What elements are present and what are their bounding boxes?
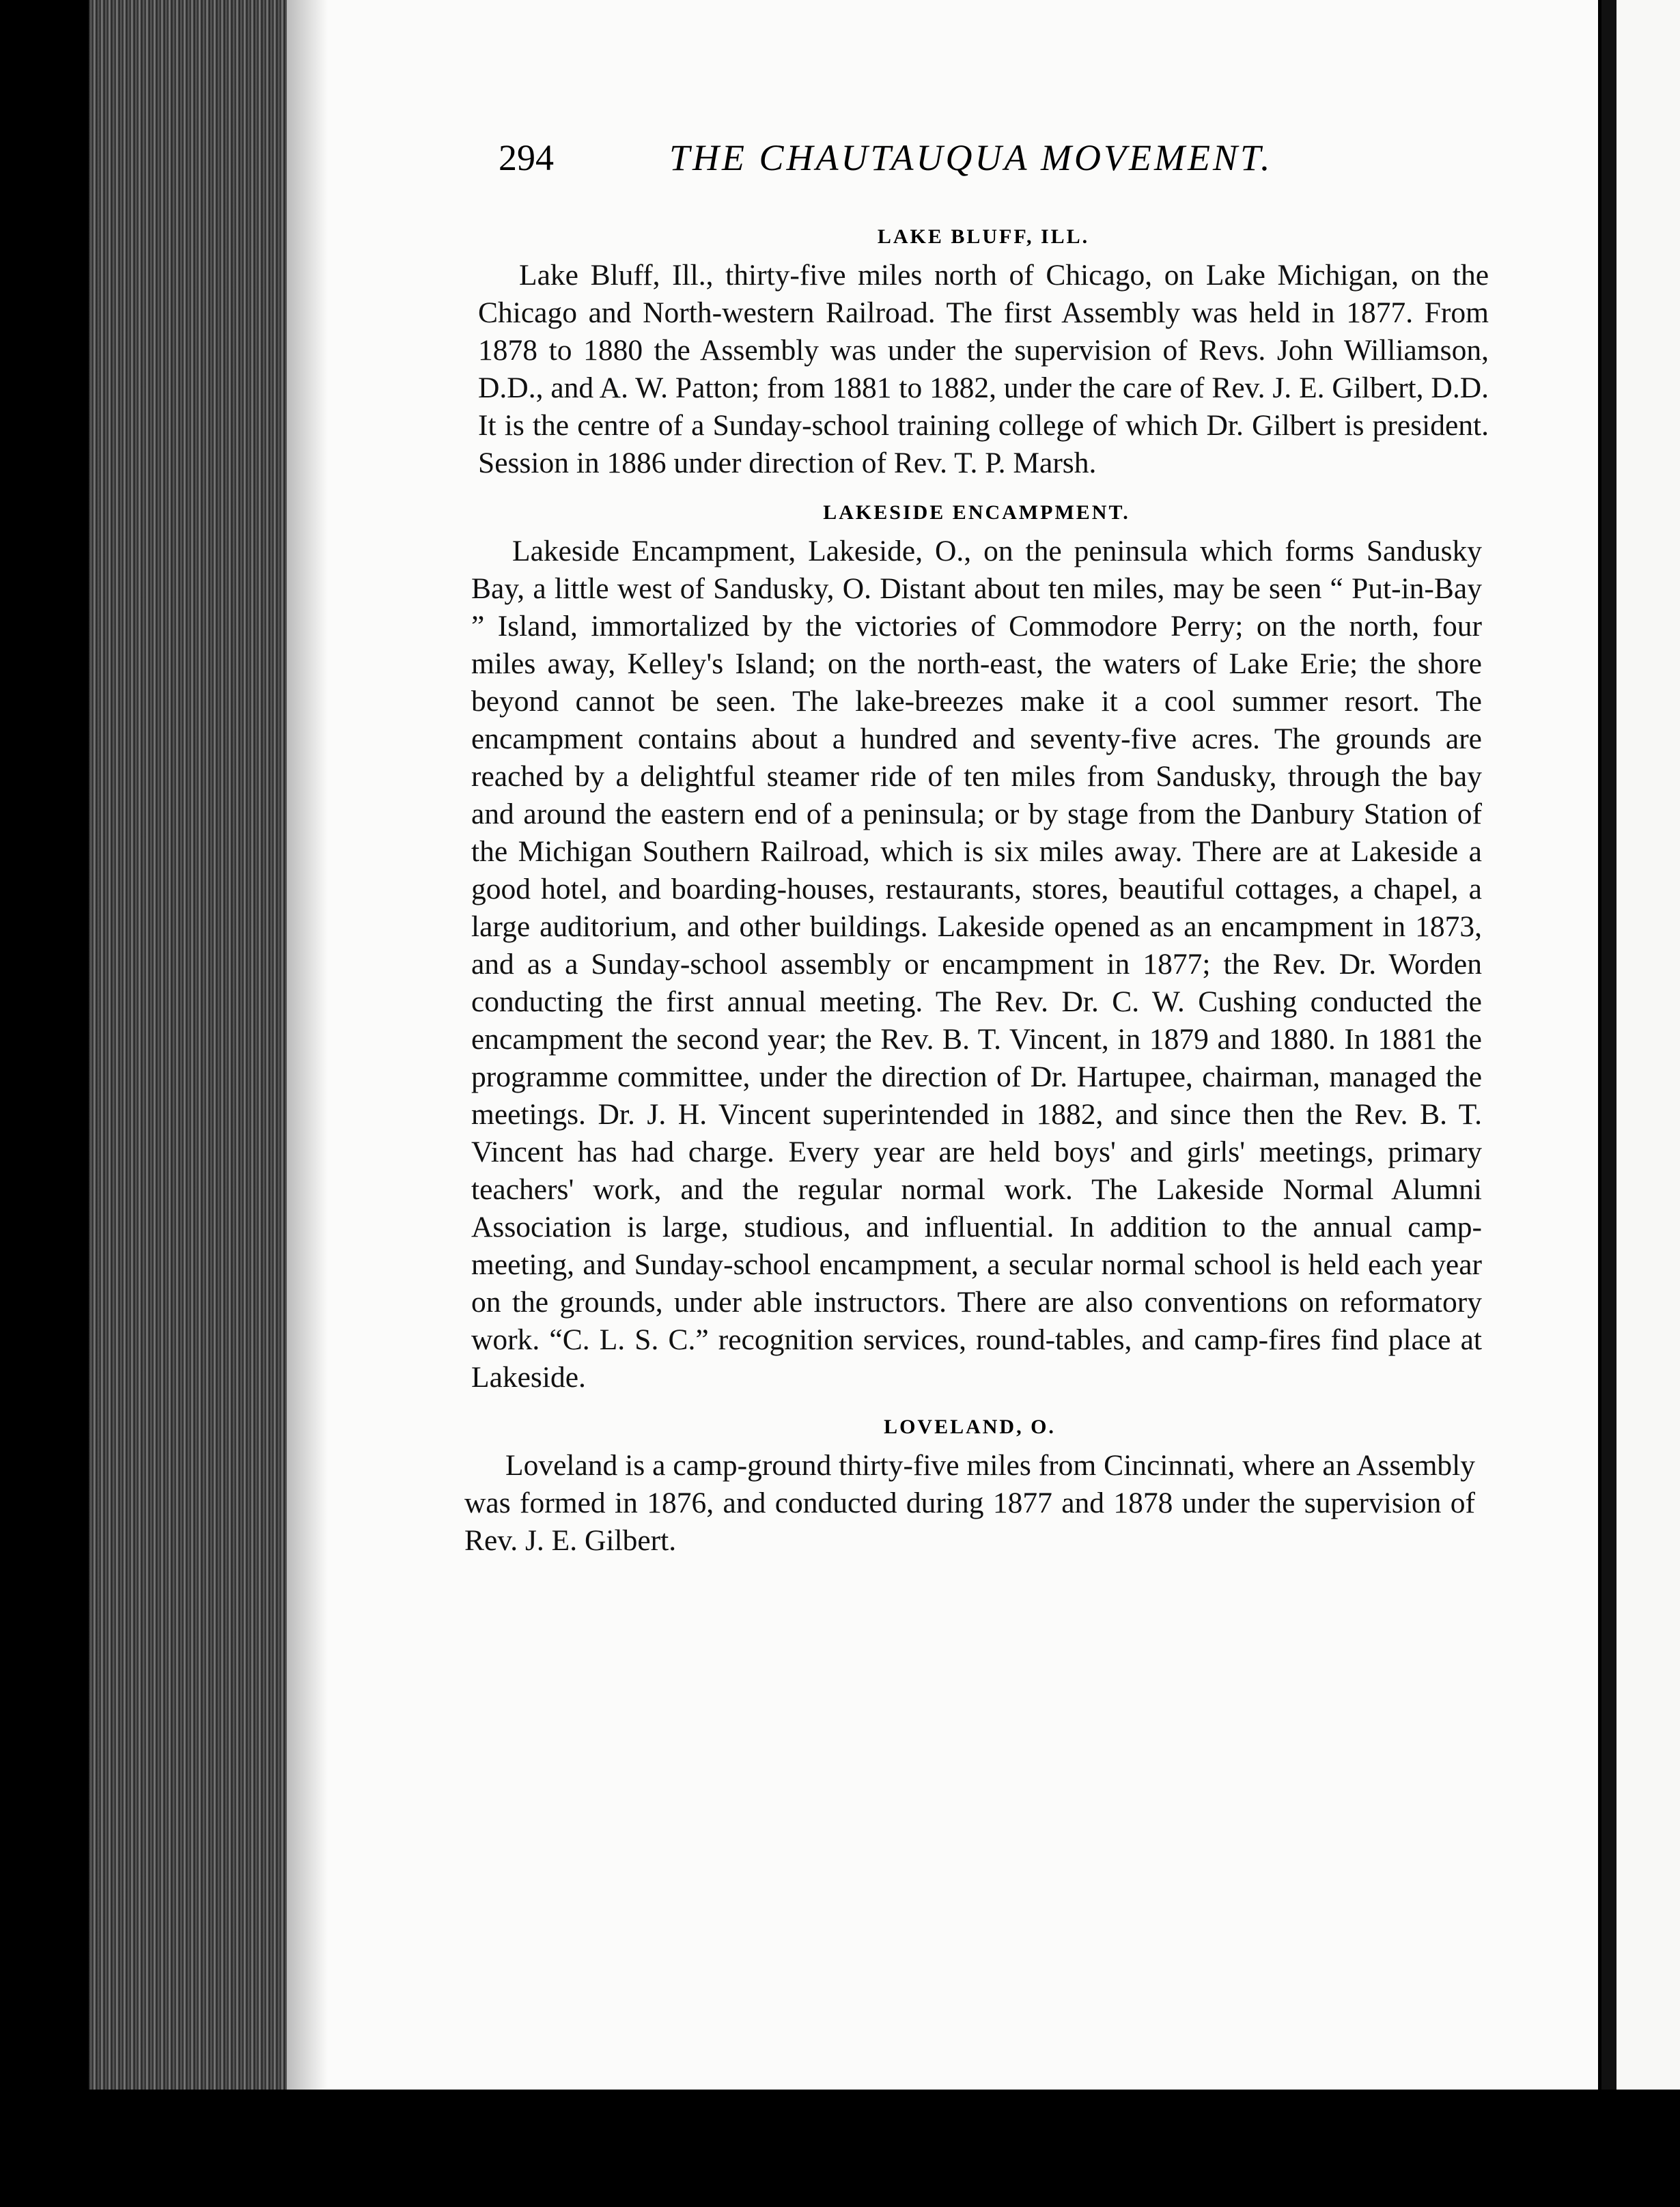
section-heading: LAKESIDE ENCAMPMENT.	[823, 501, 1130, 524]
section-heading: LAKE BLUFF, ILL.	[877, 225, 1090, 248]
adjacent-page-edge	[1601, 0, 1680, 2090]
running-head	[191, 137, 1482, 198]
section-heading: LOVELAND, O.	[884, 1416, 1056, 1438]
text-column	[191, 137, 1489, 1560]
section-lakeside-encampment	[191, 501, 1482, 1396]
section-body: Lakeside Encampment, Lakeside, O., on the peninsula which forms Sandusky Bay, a little west of Sandusky, O. Distant about ten miles, may be seen “ Put-in-Bay ” Island, immortalized by the victories of Commodore Perry; on the north, four miles away, Kelley's Island; on the north-east, the waters of Lake Erie; the shore beyond cannot be seen. The lake-breezes make it a cool summer resort. The encampment contains about a hundred and seventy-five acres. The grounds are reached by a delightful steamer ride of ten miles from Sandusky, through the bay and around the eastern end of a peninsula; or by stage from the Danbury Station of the Michigan Southern Railroad, which is six miles away. There are at Lakeside a good hotel, and boarding-houses, restaurants, stores, beautiful cottages, a chapel, a large auditorium, and other buildings. Lakeside opened as an encampment in 1873, and as a Sunday-school assembly or encampment in 1877; the Rev. Dr. Worden conducting the first annual meeting. The Rev. Dr. C. W. Cushing conducted the encampment the second year; the Rev. B. T. Vincent, in 1879 and 1880. In 1881 the programme committee, under the direction of Dr. Hartupee, chairman, managed the meetings. Dr. J. H. Vincent superintended in 1882, and since then the Rev. B. T. Vincent has had charge. Every year are held boys' and girls' meetings, primary teachers' work, and the regular normal work. The Lakeside Normal Alumni Association is large, studious, and influential. In addition to the annual camp-meeting, and Sunday-school encampment, a secular normal school is held each year on the grounds, under able instructors. There are also conventions on reformatory work. “C. L. S. C.” recognition services, round-tables, and camp-fires find place at Lakeside.	[471, 535, 1482, 1394]
page-number: 294	[499, 137, 554, 178]
section-loveland	[191, 1416, 1475, 1560]
running-title: THE CHAUTAUQUA MOVEMENT.	[669, 137, 1273, 178]
section-body: Lake Bluff, Ill., thirty-five miles north of Chicago, on Lake Michigan, on the Chicago and North-western Railroad. The first Assembly was held in 1877. From 1878 to 1880 the Assembly was under the supervision of Revs. John Williamson, D.D., and A. W. Patton; from 1881 to 1882, under the care of Rev. J. E. Gilbert, D.D. It is the centre of a Sunday-school training college of which Dr. Gilbert is president. Session in 1886 under direction of Rev. T. P. Marsh.	[478, 259, 1489, 479]
section-lake-bluff	[191, 225, 1489, 482]
section-body: Loveland is a camp-ground thirty-five miles from Cincinnati, where an Assembly was formed in 1876, and conducted during 1877 and 1878 under the supervision of Rev. J. E. Gilbert.	[464, 1449, 1475, 1557]
